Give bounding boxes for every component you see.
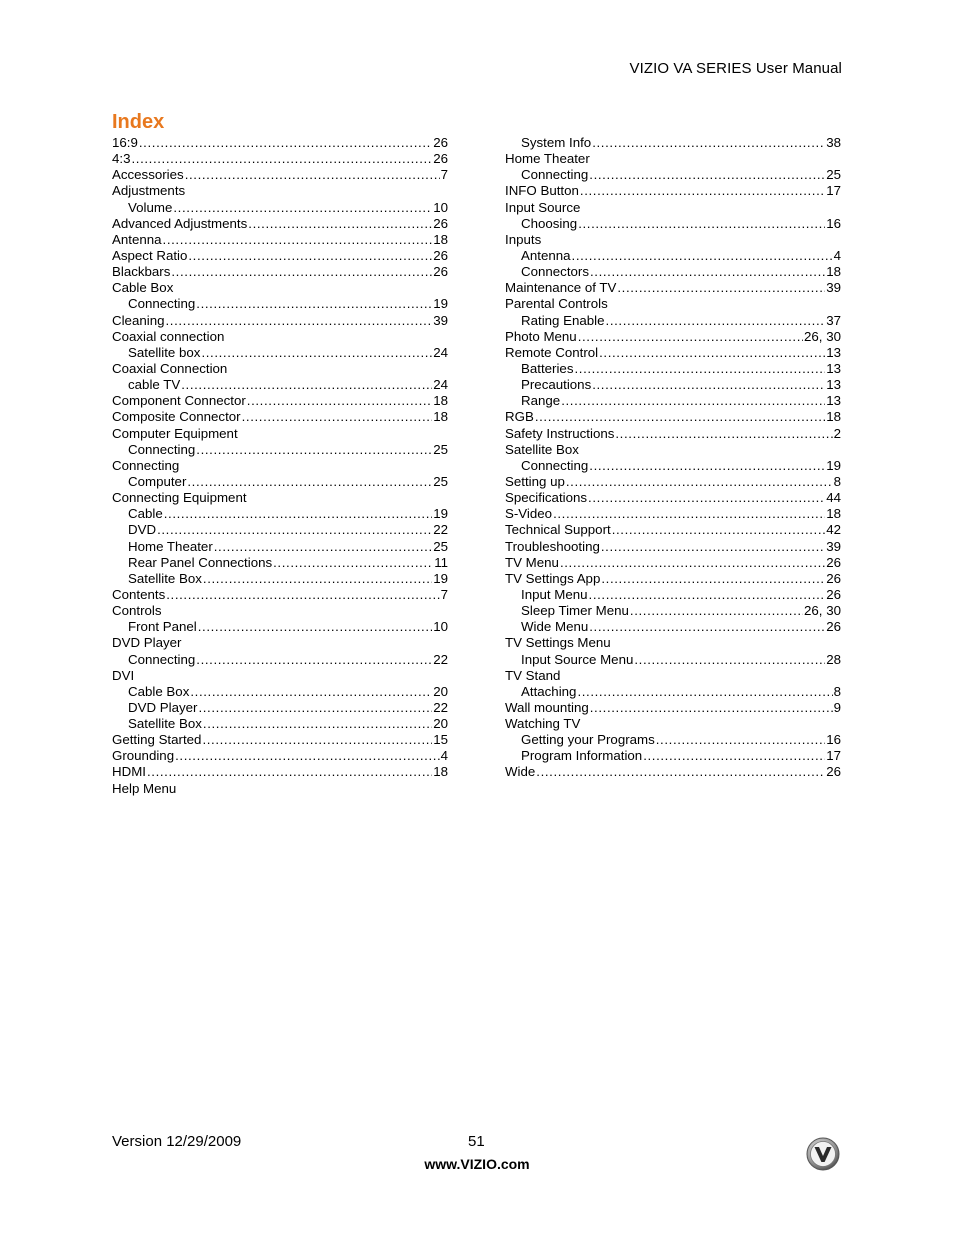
index-entry [505,361,841,377]
index-entry [505,571,841,587]
dot-leader [535,409,825,425]
index-term: Setting up [505,473,565,489]
dot-leader [574,361,825,377]
index-term: Rating Enable [521,312,605,328]
dot-leader [578,216,825,232]
index-term: Component Connector [112,393,246,409]
index-page-number: 42 [826,522,841,538]
index-page-number: 15 [433,732,448,748]
index-term: Watching TV [505,716,581,732]
index-term: Advanced Adjustments [112,215,248,231]
index-page-number: 7 [440,586,448,602]
index-term: Wide Menu [521,619,589,635]
index-entry [505,248,841,264]
index-page-number: 18 [433,393,448,409]
index-entry [112,748,448,764]
index-page-number: 19 [433,570,448,586]
index-column-right [505,135,841,781]
index-term: Getting your Programs [521,732,655,748]
index-term: Input Source [505,199,581,215]
index-heading-entry [505,668,841,684]
index-entry [505,732,841,748]
dot-leader [617,280,825,296]
index-term: Choosing [521,215,578,231]
index-page-number: 13 [826,360,841,376]
index-heading-entry [505,151,841,167]
index-page-number: 37 [826,312,841,328]
index-entry [505,409,841,425]
dot-leader [577,684,832,700]
footer-version: Version 12/29/2009 [112,1133,242,1150]
index-page-number: 19 [826,457,841,473]
index-page-number: 26, 30 [804,328,841,344]
index-heading-entry [505,716,841,732]
index-term: Connecting Equipment [112,490,247,506]
index-heading-entry [112,603,448,619]
index-entry [505,135,841,151]
index-heading-entry [112,781,448,797]
index-heading-entry [505,296,841,312]
index-page-number: 26 [433,247,448,263]
index-term: DVI [112,667,135,683]
index-entry [112,732,448,748]
index-term: Composite Connector [112,409,241,425]
index-entry [112,248,448,264]
index-page-number: 26 [826,586,841,602]
dot-leader [566,474,833,490]
dot-leader [166,587,439,603]
index-term: Antenna [521,247,571,263]
index-page-number: 26 [433,264,448,280]
index-term: Connecting [128,651,196,667]
dot-leader [175,748,439,764]
index-term: Coaxial Connection [112,360,228,376]
index-entry [112,167,448,183]
index-term: Connectors [521,264,589,280]
index-term: Connecting [521,457,589,473]
index-page-number: 26, 30 [804,603,841,619]
index-page-number: 38 [826,135,841,150]
index-entry [505,490,841,506]
index-entry [112,216,448,232]
index-entry [112,716,448,732]
index-page-number: 26 [826,570,841,586]
index-entry [112,151,448,167]
index-page-number: 8 [833,473,841,489]
index-term: DVD [128,522,157,538]
index-heading-entry [112,458,448,474]
index-page-number: 18 [826,409,841,425]
vizio-v-logo-icon [806,1137,840,1171]
index-term: Satellite Box [128,570,202,586]
index-term: Inputs [505,231,542,247]
index-page-number: 22 [433,522,448,538]
dot-leader [190,684,432,700]
dot-leader [590,264,825,280]
dot-leader [630,603,803,619]
index-term: TV Stand [505,667,561,683]
index-page-number: 22 [433,699,448,715]
index-term: Parental Controls [505,296,608,312]
index-term: DVD Player [128,699,198,715]
index-page-number: 8 [833,683,841,699]
index-term: Maintenance of TV [505,280,617,296]
index-term: Technical Support [505,522,611,538]
index-entry [112,232,448,248]
index-term: TV Settings Menu [505,635,611,651]
index-term: Adjustments [112,183,186,199]
index-term: Getting Started [112,732,202,748]
index-term: RGB [505,409,534,425]
dot-leader [592,377,825,393]
index-heading-entry [112,280,448,296]
index-entry [112,619,448,635]
index-heading-entry [112,183,448,199]
index-term: Satellite Box [505,441,579,457]
index-entry [505,522,841,538]
index-entry [505,458,841,474]
dot-leader [561,393,825,409]
index-page-number: 4 [833,247,841,263]
index-page-number: 17 [826,183,841,199]
index-term: Precautions [521,377,592,393]
index-heading-entry [112,490,448,506]
dot-leader [164,506,432,522]
index-page-number: 13 [826,377,841,393]
index-page-number: 39 [826,538,841,554]
index-term: Aspect Ratio [112,247,188,263]
index-entry [505,377,841,393]
index-page-number: 25 [826,167,841,183]
index-term: Antenna [112,231,162,247]
index-term: Connecting [128,441,196,457]
index-page-number: 26 [826,554,841,570]
dot-leader [185,167,440,183]
index-entry [505,652,841,668]
index-heading-entry [112,329,448,345]
index-entry [112,571,448,587]
index-page-number: 24 [433,344,448,360]
index-term: S-Video [505,506,553,522]
dot-leader [599,345,825,361]
index-term: 16:9 [112,135,138,150]
dot-leader [203,571,432,587]
index-page-number: 24 [433,377,448,393]
index-page-number: 9 [833,699,841,715]
index-heading-entry [505,232,841,248]
dot-leader [601,571,825,587]
dot-leader [247,393,432,409]
dot-leader [580,183,825,199]
index-term: Attaching [521,683,577,699]
index-heading-entry [112,361,448,377]
index-entry [505,393,841,409]
index-page-number: 25 [433,473,448,489]
index-term: Specifications [505,490,588,506]
index-term: TV Menu [505,554,559,570]
index-term: Photo Menu [505,328,577,344]
index-entry [505,313,841,329]
dot-leader [196,442,432,458]
dot-leader [588,490,825,506]
index-entry [505,587,841,603]
dot-leader [634,652,825,668]
dot-leader [242,409,433,425]
index-entry [112,442,448,458]
dot-leader [643,748,825,764]
index-entry [505,506,841,522]
index-term: Batteries [521,360,574,376]
dot-leader [173,200,432,216]
index-term: Connecting [112,457,180,473]
index-entry [112,555,448,571]
index-term: Cable [128,506,163,522]
dot-leader [536,764,825,780]
index-term: Range [521,393,561,409]
dot-leader [201,345,432,361]
index-heading-entry [505,200,841,216]
index-page-number: 28 [826,651,841,667]
index-term: Computer [128,473,187,489]
index-page-number: 4 [440,748,448,764]
dot-leader [163,232,433,248]
index-page-number: 26 [826,619,841,635]
index-heading: Index [112,111,165,133]
index-term: Blackbars [112,264,171,280]
dot-leader [139,135,432,151]
index-term: cable TV [128,377,181,393]
index-entry [505,700,841,716]
index-entry [505,426,841,442]
index-term: INFO Button [505,183,579,199]
index-term: DVD Player [112,635,182,651]
index-page-number: 39 [433,312,448,328]
dot-leader [203,716,432,732]
index-term: Input Menu [521,586,588,602]
dot-leader [171,264,432,280]
dot-leader [196,652,432,668]
index-term: Program Information [521,748,643,764]
index-entry [112,135,448,151]
index-entry [112,393,448,409]
index-entry [505,619,841,635]
index-term: Cable Box [128,683,190,699]
dot-leader [187,474,432,490]
index-term: Front Panel [128,619,197,635]
index-term: Contents [112,586,166,602]
dot-leader [606,313,826,329]
index-page-number: 16 [826,215,841,231]
index-term: Help Menu [112,780,177,796]
index-term: System Info [521,135,592,150]
index-entry [505,474,841,490]
index-page-number: 17 [826,748,841,764]
dot-leader [157,522,432,538]
dot-leader [601,539,825,555]
index-column-left [112,135,448,797]
index-entry [505,345,841,361]
index-page-number: 25 [433,441,448,457]
index-entry [112,522,448,538]
dot-leader [560,555,825,571]
index-page-number: 13 [826,344,841,360]
index-term: Connecting [128,296,196,312]
index-term: Volume [128,199,173,215]
index-page-number: 22 [433,651,448,667]
dot-leader [589,167,825,183]
index-term: Satellite Box [128,716,202,732]
index-entry [505,539,841,555]
index-term: Coaxial connection [112,328,225,344]
index-entry [112,587,448,603]
index-page-number: 26 [433,135,448,150]
index-term: Accessories [112,167,184,183]
index-page-number: 18 [433,764,448,780]
index-entry [505,264,841,280]
index-entry [112,700,448,716]
index-page-number: 44 [826,490,841,506]
manual-title: VIZIO VA SERIES User Manual [629,60,842,77]
dot-leader [181,377,432,393]
index-entry [112,684,448,700]
index-page-number: 19 [433,506,448,522]
dot-leader [592,135,825,151]
index-heading-entry [112,668,448,684]
index-entry [112,506,448,522]
index-term: Remote Control [505,344,599,360]
index-term: Wide [505,764,536,780]
dot-leader [132,151,433,167]
dot-leader [196,296,432,312]
index-term: Controls [112,603,162,619]
dot-leader [147,764,432,780]
dot-leader [615,426,832,442]
index-entry [505,764,841,780]
index-entry [505,329,841,345]
index-term: Cleaning [112,312,165,328]
dot-leader [248,216,432,232]
footer-website: www.VIZIO.com [424,1156,530,1172]
dot-leader [198,619,432,635]
dot-leader [589,458,825,474]
dot-leader [202,732,432,748]
index-entry [505,216,841,232]
index-term: Computer Equipment [112,425,238,441]
index-term: Home Theater [128,538,213,554]
index-page-number: 26 [433,215,448,231]
dot-leader [214,539,432,555]
dot-leader [572,248,833,264]
index-page-number: 2 [833,425,841,441]
index-term: Home Theater [505,151,590,167]
index-term: Safety Instructions [505,425,615,441]
index-page-number: 19 [433,296,448,312]
index-term: Input Source Menu [521,651,634,667]
dot-leader [553,506,825,522]
index-entry [112,296,448,312]
index-term: Sleep Timer Menu [521,603,629,619]
index-entry [505,748,841,764]
index-page-number: 20 [433,716,448,732]
index-entry [112,313,448,329]
index-page-number: 11 [434,554,448,570]
index-entry [505,603,841,619]
index-page-number: 18 [433,409,448,425]
index-term: Wall mounting [505,699,589,715]
index-page-number: 10 [433,199,448,215]
index-page-number: 25 [433,538,448,554]
index-page-number: 39 [826,280,841,296]
index-entry [112,264,448,280]
index-term: 4:3 [112,151,131,167]
index-page-number: 26 [826,764,841,780]
dot-leader [188,248,432,264]
index-entry [505,684,841,700]
dot-leader [578,329,803,345]
index-term: Satellite box [128,344,201,360]
index-entry [505,167,841,183]
index-term: TV Settings App [505,570,601,586]
index-page-number: 13 [826,393,841,409]
index-entry [112,200,448,216]
index-page-number: 18 [826,506,841,522]
dot-leader [589,587,826,603]
index-page-number: 18 [826,264,841,280]
index-page-number: 20 [433,683,448,699]
index-entry [112,345,448,361]
dot-leader [590,700,833,716]
index-page-number: 16 [826,732,841,748]
index-page-number: 10 [433,619,448,635]
index-term: Troubleshooting [505,538,600,554]
index-entry [112,409,448,425]
dot-leader [612,522,826,538]
index-entry [112,539,448,555]
index-page-number: 7 [440,167,448,183]
dot-leader [166,313,433,329]
index-page-number: 18 [433,231,448,247]
index-entry [505,280,841,296]
index-entry [505,555,841,571]
index-entry [505,183,841,199]
dot-leader [589,619,825,635]
index-entry [112,652,448,668]
page-number: 51 [468,1133,485,1150]
dot-leader [198,700,432,716]
index-term: Cable Box [112,280,174,296]
index-term: HDMI [112,764,146,780]
index-term: Rear Panel Connections [128,554,273,570]
index-entry [112,764,448,780]
index-term: Connecting [521,167,589,183]
index-entry [112,377,448,393]
index-entry [112,474,448,490]
dot-leader [656,732,825,748]
index-heading-entry [505,635,841,651]
index-page-number: 26 [433,151,448,167]
index-heading-entry [112,426,448,442]
index-term: Grounding [112,748,175,764]
index-heading-entry [112,635,448,651]
index-heading-entry [505,442,841,458]
dot-leader [273,555,433,571]
